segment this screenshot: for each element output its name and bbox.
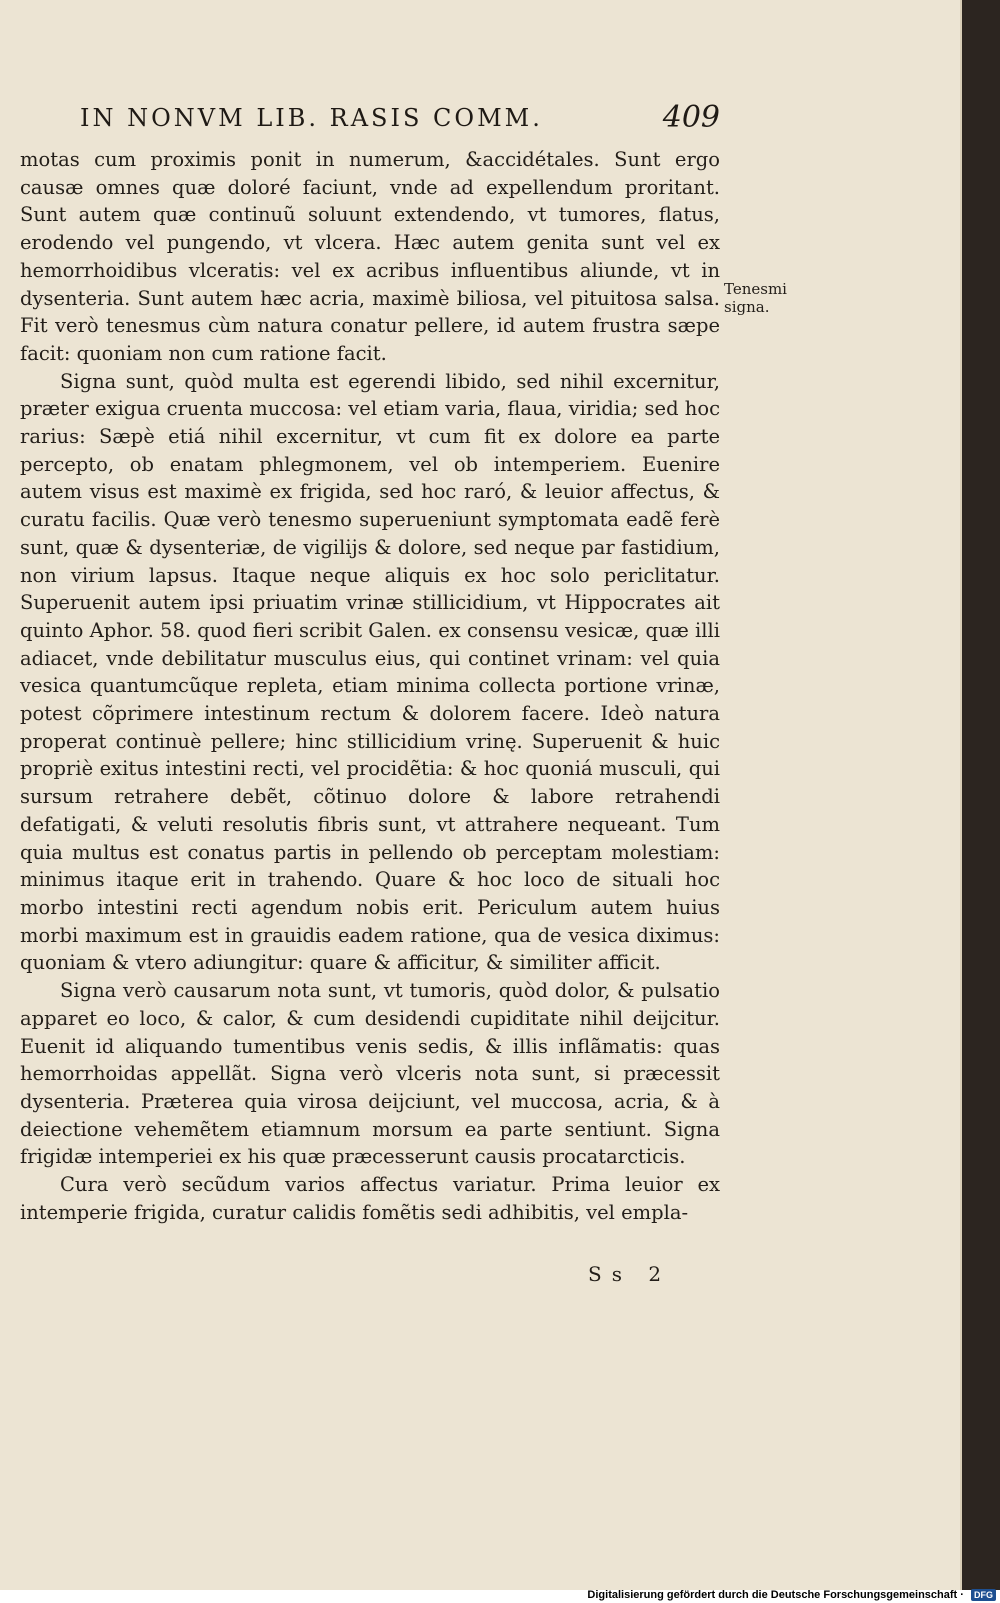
marginal-note-line: signa. (724, 298, 770, 316)
page-header (80, 100, 720, 140)
paragraph: motas cum proximis ponit in numerum, &accidétales. Sunt ergo causæ omnes quæ doloré faciunt, vnde ad expellendum proritant. Sunt autem quæ continuũ soluunt extendendo, vt tumores, flatus, erodendo vel pungendo, vt vlcera. Hæc autem genita sunt vel ex hemorrhoidibus vlceratis: vel ex acribus influentibus aliunde, vt in dysenteria. Sunt autem hæc acria, maximè biliosa, vel pituitosa salsa. Fit verò tenesmus cùm natura conatur pellere, id autem frustra sæpe facit: quoniam non cum ratione facit. (20, 148, 720, 365)
book-edge (962, 0, 1000, 1590)
footer-credit (587, 1589, 996, 1601)
main-text (20, 146, 720, 1226)
paragraph: Cura verò secũdum varios affectus variatur. Prima leuior ex intemperie frigida, curatur calidis fomẽtis sedi adhibitis, vel empla- (20, 1173, 720, 1224)
marginal-note-line: Tenesmi (724, 280, 787, 298)
footer-text: Digitalisierung gefördert durch die Deutsche Forschungsgemeinschaft · (587, 1589, 964, 1601)
marginal-note (724, 280, 804, 316)
running-head: IN NONVM LIB. RASIS COMM. (80, 104, 543, 132)
dfg-logo-badge: DFG (971, 1589, 996, 1601)
paragraph: Signa sunt, quòd multa est egerendi libido, sed nihil excernitur, præter exigua cruenta muccosa: vel etiam varia, flaua, viridia; sed hoc rarius: Sæpè etiá nihil excernitur, vt cum fit ex dolore ea parte percepto, ob enatam phlegmonem, vel ob intemperiem. Euenire autem visus est maximè ex frigida, sed hoc raró, & leuior affectus, & curatu facilis. Quæ verò tenesmo superueniunt symptomata eadẽ ferè sunt, quæ & dysenteriæ, de vigilijs & dolore, sed neque par fastidium, non virium lapsus. Itaque neque aliquis ex hoc solo periclitatur. Superuenit autem ipsi priuatim vrinæ stillicidium, vt Hippocrates ait quinto Aphor. 58. quod fieri scribit Galen. ex consensu vesicæ, quæ illi adiacet, vnde debilitatur musculus eius, qui continet vrinam: vel quia vesica quantumcũque repleta, etiam minima collecta portione vrinæ, potest cõprimere intestinum rectum & dolorem facere. Ideò natura properat continuè pellere; hinc stillicidium vrinę. Superuenit & huic propriè exitus intestini recti, vel procidẽtia: & hoc quoniá musculi, qui sursum retrahere debẽt, cõtinuo dolore & labore retrahendi defatigati, & veluti resolutis fibris sunt, vt attrahere nequeant. Tum quia multus est conatus partis in pellendo ob perceptam molestiam: minimus itaque erit in trahendo. Quare & hoc loco de situali hoc morbo intestini recti agendum nobis erit. Periculum autem huius morbi maximum est in grauidis eadem ratione, qua de vesica diximus: quoniam & vtero adiungitur: quare & afficitur, & similiter afficit. (20, 369, 720, 975)
signature-mark: Ss 2 (588, 1262, 672, 1286)
page-number: 409 (662, 100, 720, 135)
paragraph: Signa verò causarum nota sunt, vt tumoris, quòd dolor, & pulsatio apparet eo loco, & calor, & cum desidendi cupiditate nihil deijcitur. Euenit id aliquando tumentibus venis sedis, & illis inflãmatis: quas hemorrhoidas appellãt. Signa verò vlceris nota sunt, si præcessit dysenteria. Præterea quia virosa deijciunt, vel muccosa, acria, & à deiectione vehemẽtem etiamnum morsum ea parte sentiunt. Signa frigidæ intemperiei ex his quæ præcesserunt causis procatarcticis. (20, 979, 720, 1169)
